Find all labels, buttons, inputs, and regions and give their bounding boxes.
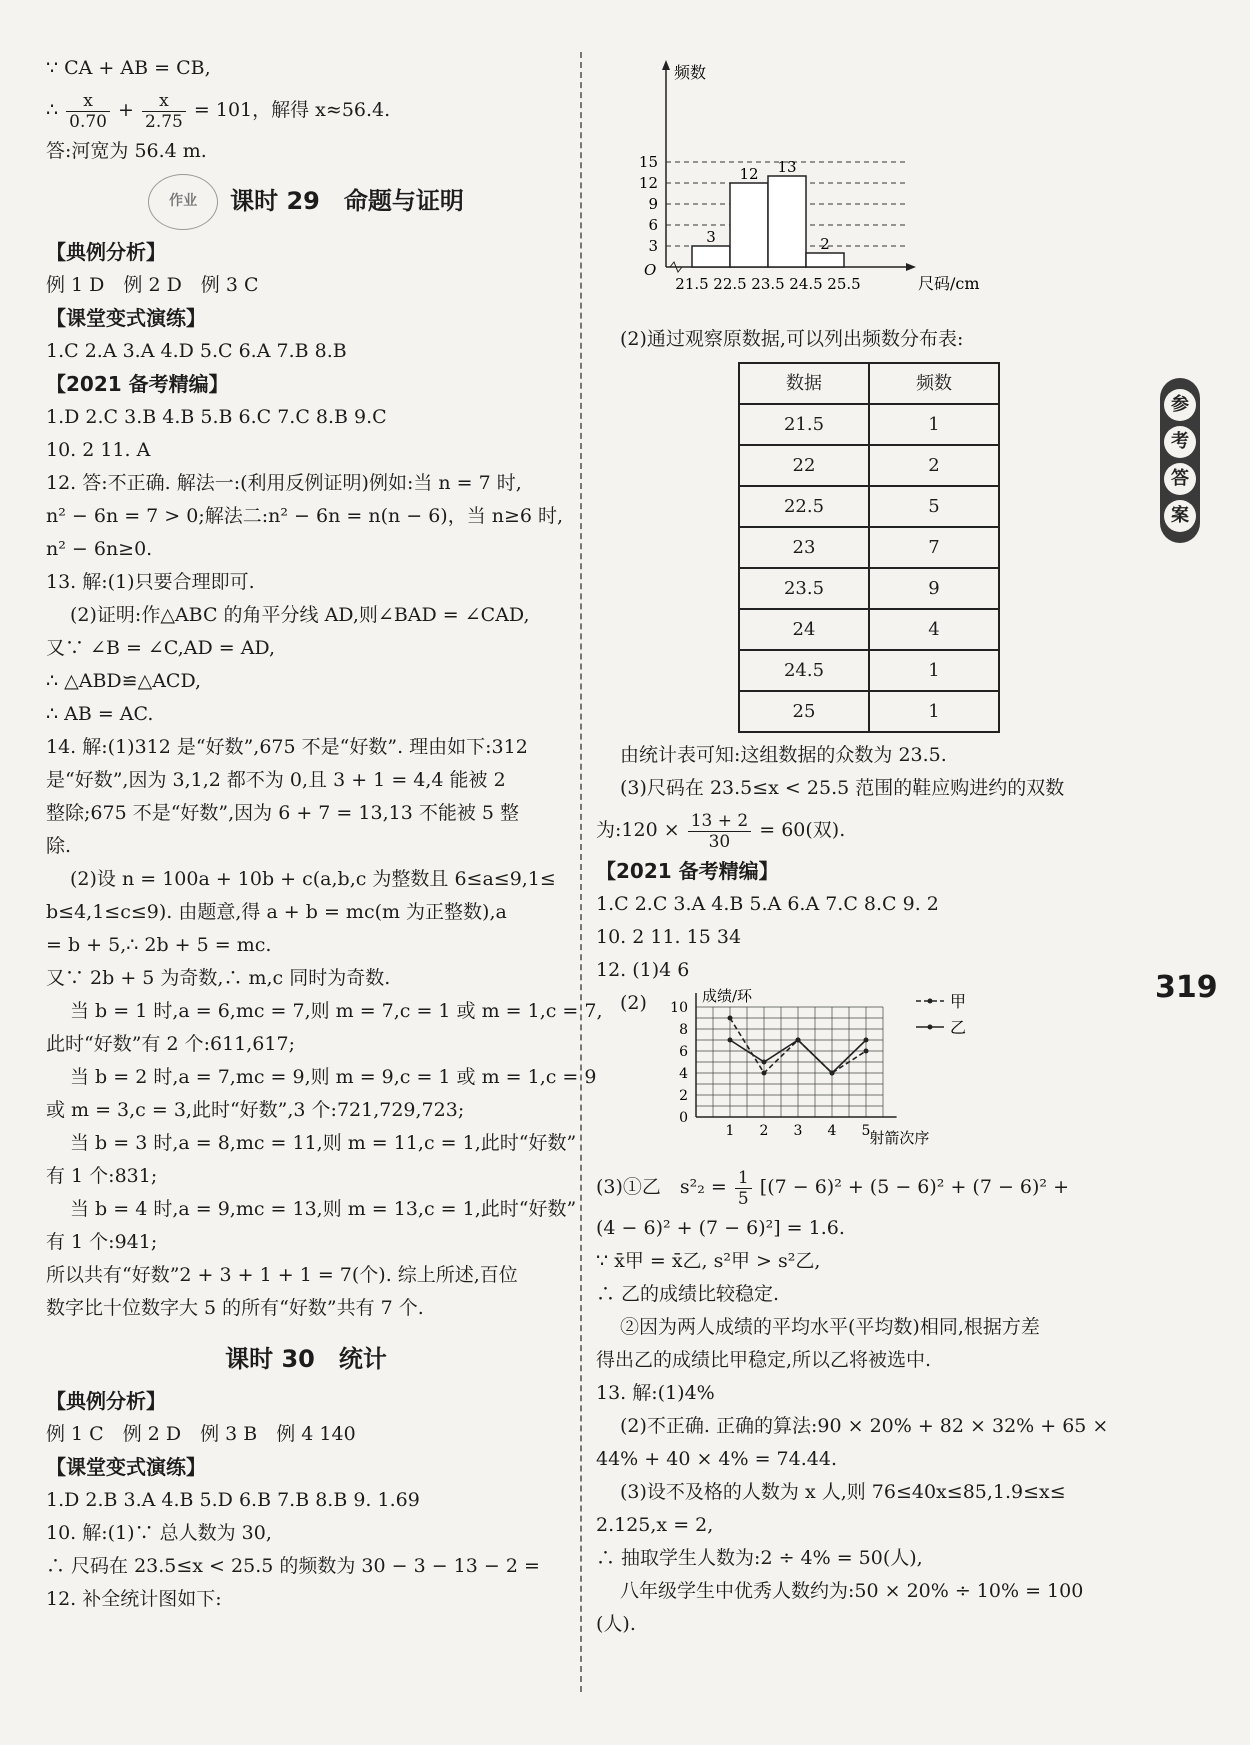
x-tick-label: 24.5: [789, 275, 823, 293]
line: 有 1 个:831;: [46, 1165, 158, 1187]
left-column: [46, 52, 603, 1616]
line: 当 b = 2 时,a = 7,mc = 9,则 m = 9,c = 1 或 m = 1,c = 9: [70, 1066, 597, 1088]
tab-char: 答: [1164, 463, 1196, 495]
answers: 1.D 2.C 3.B 4.B 5.B 6.C 7.C 8.B 9.C: [46, 406, 387, 428]
tab-char: 参: [1164, 389, 1196, 421]
line: 44% + 40 × 4% = 74.44.: [596, 1448, 837, 1470]
y-axis-label: 成绩/环: [702, 987, 753, 1005]
x-tick-label: 22.5: [713, 275, 747, 293]
equation-line: [46, 85, 566, 135]
line: ∵ CA + AB = CB,: [46, 57, 211, 79]
line: 答:河宽为 56.4 m.: [46, 140, 207, 162]
line: = b + 5,∴ 2b + 5 = mc.: [46, 934, 272, 956]
line: 14. 解:(1)312 是“好数”,675 不是“好数”. 理由如下:312: [46, 736, 528, 758]
line: n² − 6n≥0.: [46, 538, 153, 560]
legend-marker: [928, 1025, 933, 1030]
x-axis-arrow: [906, 263, 916, 271]
line: 13. 解:(1)只要合理即可.: [46, 571, 255, 593]
right-column: [596, 52, 1116, 1641]
line: 数字比十位数字大 5 的所有“好数”共有 7 个.: [46, 1297, 424, 1319]
answers: 1.C 2.A 3.A 4.D 5.C 6.A 7.B 8.B: [46, 340, 347, 362]
table-header: 数据: [739, 363, 869, 404]
line: b≤4,1≤c≤9). 由题意,得 a + b = mc(m 为正整数),a: [46, 901, 507, 923]
line: 当 b = 1 时,a = 6,mc = 7,则 m = 7,c = 1 或 m = 1,c = 7,: [70, 1000, 603, 1022]
line: ∴ △ABD≌△ACD,: [46, 670, 202, 692]
line-chart: [646, 987, 1026, 1162]
data-point: [864, 1049, 869, 1054]
line: 又∵ ∠B = ∠C,AD = AD,: [46, 637, 276, 659]
line: 当 b = 3 时,a = 8,mc = 11,则 m = 11,c = 1,此时“好数”: [70, 1132, 577, 1154]
bar-data-label: 12: [739, 165, 759, 183]
data-point: [728, 1038, 733, 1043]
line: (4 − 6)² + (7 − 6)²] = 1.6.: [596, 1217, 845, 1239]
bar-data-label: 2: [820, 235, 830, 253]
lesson-29-title: 作业 课时 29 命题与证明: [46, 174, 566, 230]
data-point: [762, 1060, 767, 1065]
section-heading: 【2021 备考精编】: [596, 859, 779, 883]
fraction: $\frac{x}{2.75}$: [142, 91, 186, 132]
line: ②因为两人成绩的平均水平(平均数)相同,根据方差: [620, 1316, 1040, 1338]
x-tick-label: 2: [759, 1123, 769, 1139]
line: (3)设不及格的人数为 x 人,则 76≤40x≤85,1.9≤x≤: [620, 1481, 1066, 1503]
y-tick-label: 8: [679, 1022, 688, 1038]
data-point: [728, 1016, 733, 1021]
tab-char: 案: [1164, 500, 1196, 532]
line: n² − 6n = 7 > 0;解法二:n² − 6n = n(n − 6)，当 n≥6 时,: [46, 505, 564, 527]
section-heading: 【课堂变式演练】: [46, 1455, 206, 1479]
table-row: 25 1: [739, 691, 999, 732]
y-tick-label: 6: [679, 1044, 688, 1060]
y-tick-label: 12: [638, 174, 658, 192]
data-point: [762, 1071, 767, 1076]
answers: 10. 2 11. A: [46, 439, 151, 461]
bar-data-label: 13: [777, 158, 797, 176]
line: 整除;675 不是“好数”,因为 6 + 7 = 13,13 不能被 5 整: [46, 802, 519, 824]
y-tick-label: 2: [679, 1088, 688, 1104]
section-heading: 【2021 备考精编】: [46, 372, 229, 396]
table-row: 23 7: [739, 527, 999, 568]
line: ∵ x̄甲 = x̄乙, s²甲 > s²乙,: [596, 1250, 821, 1272]
equation-line: 为:120 × $\frac{13 + 2}{30}$ = 60(双).: [596, 810, 846, 852]
y-axis-label: 频数: [674, 63, 707, 82]
frequency-table: [738, 362, 1000, 733]
answers: 1.C 2.C 3.A 4.B 5.A 6.A 7.C 8.C 9. 2: [596, 893, 939, 915]
line-chart-block: [596, 987, 1116, 1162]
line: ∴ 尺码在 23.5≤x < 25.5 的频数为 30 − 3 − 13 − 2 =: [46, 1555, 540, 1577]
line: 10. 解:(1)∵ 总人数为 30,: [46, 1522, 272, 1544]
table-header: 频数: [869, 363, 999, 404]
lesson-30-title: 课时 30 统计: [225, 1345, 387, 1373]
x-tick-label: 1: [725, 1123, 735, 1139]
sub-label: (2): [620, 992, 647, 1014]
legend-label: 甲: [950, 992, 967, 1011]
section-heading: 【课堂变式演练】: [46, 306, 206, 330]
bar-data-label: 3: [706, 228, 716, 246]
answers: 10. 2 11. 15 34: [596, 926, 742, 948]
table-row: 24.5 1: [739, 650, 999, 691]
answers: 12. (1)4 6: [596, 959, 690, 981]
line: 13. 解:(1)4%: [596, 1382, 715, 1404]
page-number: 319: [1155, 970, 1218, 1005]
x-tick-label: 25.5: [827, 275, 861, 293]
plus: +: [118, 99, 134, 121]
y-tick-label: 10: [670, 1000, 688, 1016]
fraction: $\frac{13 + 2}{30}$: [688, 811, 752, 852]
line: 又∵ 2b + 5 为奇数,∴ m,c 同时为奇数.: [46, 967, 391, 989]
origin-label: O: [644, 261, 657, 279]
line: 此时“好数”有 2 个:611,617;: [46, 1033, 295, 1055]
tab-char: 考: [1164, 426, 1196, 458]
line: 12. 答:不正确. 解法一:(利用反例证明)例如:当 n = 7 时,: [46, 472, 522, 494]
therefore: ∴: [46, 99, 59, 121]
column-divider: [580, 52, 582, 1692]
fraction: $\frac{x}{0.70}$: [66, 91, 110, 132]
line: 当 b = 4 时,a = 9,mc = 13,则 m = 13,c = 1,此时“好数”: [70, 1198, 577, 1220]
answers: 例 1 D 例 2 D 例 3 C: [46, 274, 259, 296]
line: 是“好数”,因为 3,1,2 都不为 0,且 3 + 1 = 4,4 能被 2: [46, 769, 506, 791]
line: 除.: [46, 835, 72, 857]
histogram-bar: [768, 176, 806, 267]
line: (2)通过观察原数据,可以列出频数分布表:: [620, 328, 964, 350]
logo-badge: 作业: [148, 174, 218, 230]
table-row: 22 2: [739, 445, 999, 486]
legend-label: 乙: [950, 1018, 967, 1037]
y-tick-label: 0: [679, 1110, 688, 1126]
histogram-bar: [806, 253, 844, 267]
line: (3)尺码在 23.5≤x < 25.5 范围的鞋应购进约的双数: [620, 777, 1065, 799]
y-tick-label: 15: [638, 153, 658, 171]
answers: 1.D 2.B 3.A 4.B 5.D 6.B 7.B 8.B 9. 1.69: [46, 1489, 420, 1511]
x-tick-label: 21.5: [675, 275, 709, 293]
line: (2)证明:作△ABC 的角平分线 AD,则∠BAD = ∠CAD,: [70, 604, 530, 626]
line: 所以共有“好数”2 + 3 + 1 + 1 = 7(个). 综上所述,百位: [46, 1264, 518, 1286]
line: ∴ 抽取学生人数为:2 ÷ 4% = 50(人),: [596, 1547, 923, 1569]
answers: 例 1 C 例 2 D 例 3 B 例 4 140: [46, 1423, 356, 1445]
data-point: [796, 1038, 801, 1043]
line: 得出乙的成绩比甲稳定,所以乙将被选中.: [596, 1349, 932, 1371]
equation-rest: = 101，解得 x≈56.4.: [193, 99, 391, 121]
line: (2)不正确. 正确的算法:90 × 20% + 82 × 32% + 65 ×: [620, 1415, 1109, 1437]
table-row: 22.5 5: [739, 486, 999, 527]
y-tick-label: 9: [648, 195, 658, 213]
line: 有 1 个:941;: [46, 1231, 158, 1253]
table-row: 24 4: [739, 609, 999, 650]
histogram-bar: [730, 183, 768, 267]
y-tick-label: 4: [679, 1066, 688, 1082]
x-tick-label: 5: [861, 1123, 871, 1139]
histogram-bar: [692, 246, 730, 267]
line: ∴ AB = AC.: [46, 703, 154, 725]
table-row: 23.5 9: [739, 568, 999, 609]
x-tick-label: 4: [827, 1123, 837, 1139]
data-point: [830, 1071, 835, 1076]
x-tick-label: 3: [793, 1123, 803, 1139]
fraction: $\frac{1}{5}$: [735, 1168, 752, 1209]
line: 12. 补全统计图如下:: [46, 1588, 222, 1610]
y-tick-label: 3: [648, 237, 658, 255]
reference-answer-tab: [1160, 378, 1200, 543]
table-header-row: [739, 363, 999, 404]
x-axis-label: 尺码/cm: [918, 274, 980, 293]
data-point: [864, 1038, 869, 1043]
line: (2)设 n = 100a + 10b + c(a,b,c 为整数且 6≤a≤9,1≤: [70, 868, 556, 890]
y-tick-label: 6: [648, 216, 658, 234]
y-axis-arrow: [662, 60, 670, 70]
histogram-chart: [596, 52, 1116, 312]
table-row: 21.5 1: [739, 404, 999, 445]
line: ∴ 乙的成绩比较稳定.: [596, 1283, 780, 1305]
line: 八年级学生中优秀人数约为:50 × 20% ÷ 10% = 100: [620, 1580, 1084, 1602]
line: 或 m = 3,c = 3,此时“好数”,3 个:721,729,723;: [46, 1099, 465, 1121]
line: 由统计表可知:这组数据的众数为 23.5.: [620, 744, 947, 766]
section-heading: 【典例分析】: [46, 1389, 166, 1413]
x-tick-label: 23.5: [751, 275, 785, 293]
x-axis-label: 射箭次序: [869, 1129, 930, 1147]
section-heading: 【典例分析】: [46, 240, 166, 264]
line: (人).: [596, 1613, 636, 1635]
legend-marker: [928, 999, 933, 1004]
equation-line: (3)①乙 s²₂ = $\frac{1}{5}$ [(7 − 6)² + (5 − 6)² + (7 − 6)² +: [596, 1167, 1070, 1209]
line: 2.125,x = 2,: [596, 1514, 714, 1536]
